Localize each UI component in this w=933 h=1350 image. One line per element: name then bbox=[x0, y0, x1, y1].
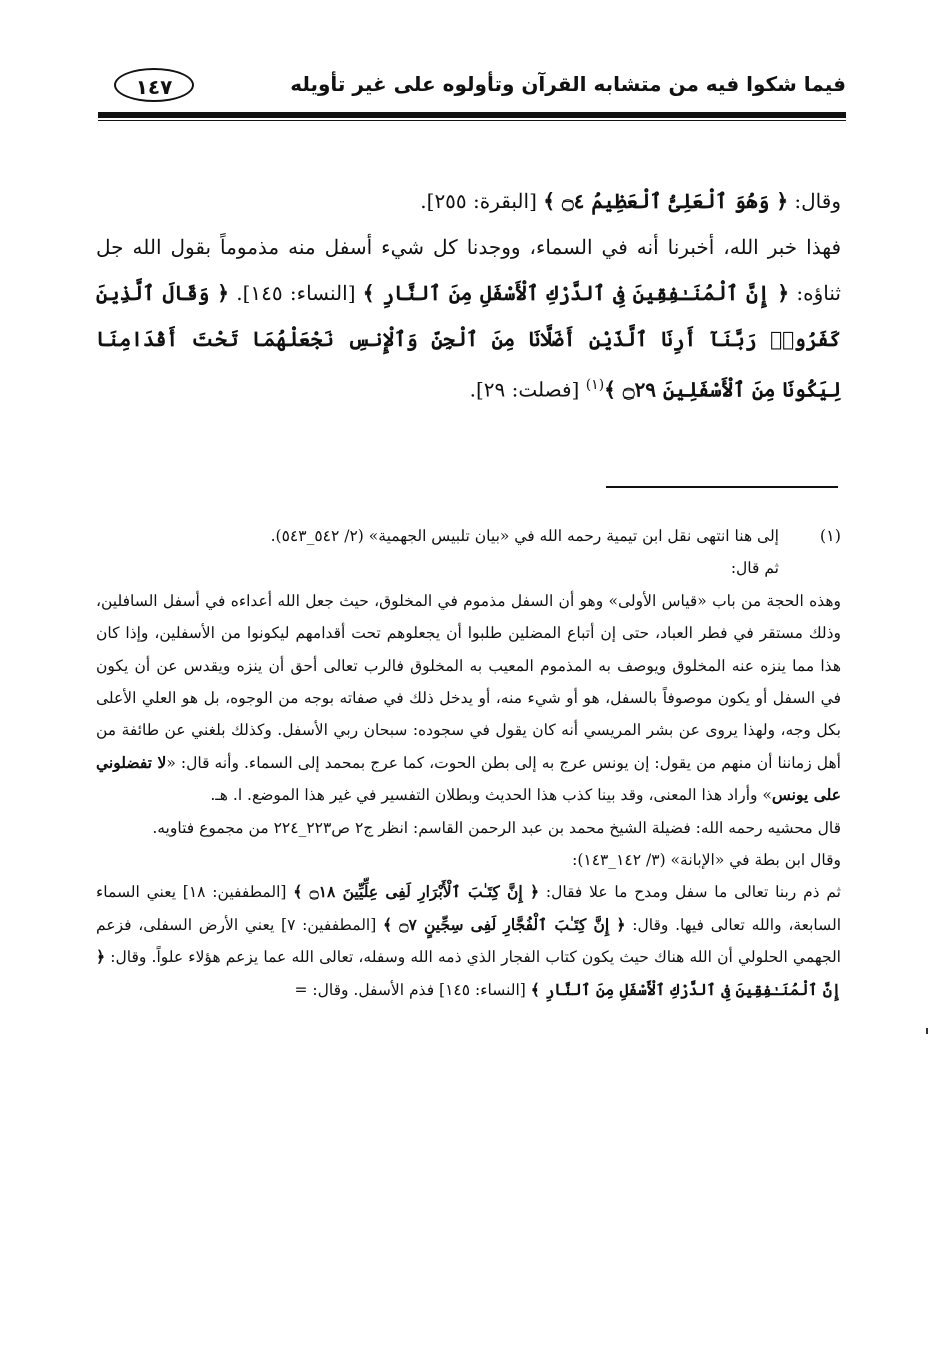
verse-reference: [البقرة: ٢٥٥]. bbox=[420, 189, 544, 213]
text-run: [النساء: ١٤٥] فذم الأسفل. وقال: = bbox=[294, 980, 531, 999]
quran-verse: ﴿ وَقَالَ ٱلَّذِينَ كَفَرُوا۟ رَبَّنَآ أَرِنَا ٱلَّذَيْنِ أَضَلَّانَا مِنَ ٱلْجِنِّ وَٱلْإِنسِ نَجْعَلْهُمَا تَحْتَ أَقْدَامِنَا لِيَكُونَا مِنَ ٱلْأَسْفَلِينَ ۝٢٩ ﴾ bbox=[96, 281, 841, 402]
quran-verse: ﴿ إِنَّ كِتَـٰبَ ٱلْفُجَّارِ لَفِى سِجِّينٍ ۝٧ ﴾ bbox=[383, 914, 626, 934]
quran-verse: ﴿ إِنَّ ٱلْمُنَـٰفِقِينَ فِى ٱلدَّرْكِ ٱلْأَسْفَلِ مِنَ ٱلنَّارِ ﴾ bbox=[96, 947, 841, 999]
hadith-quote: لا تفضلوني على يونس bbox=[96, 752, 841, 805]
text-run: » وأراد هذا المعنى، وقد بينا كذب هذا الحديث وبطلان التفسير في غير هذا الموضع. ا. هـ. bbox=[210, 786, 772, 805]
footnote-separator bbox=[606, 486, 838, 488]
text-run: وهذه الحجة من باب «قياس الأولى» وهو أن السفل مذموم في المخلوق، حيث جعل الله أعداءه في أسفل السافلين، وذلك مستقر في فطر العباد، حتى إن أتباع المضلين طلبوا أن يجعلوهم تحت أقدامهم ليكونوا من الأسفلين، وإذا كان هذا مما ينزه عنه المخلوق ويوصف به المذموم المعيب به المخلوق فالرب تعالى أحق أن ينزه ويقدس عن أن يكون في السفل أو يكون موصوفاً بالسفل، هو أو شيء منه، أو يدخل ذلك في صفاته بوجه من الوجوه، بل هو العلي الأعلى بكل وجه، ولهذا يروى عن بشر المريسي أنه كان يقول في سجوده: سبحان ربي الأسفل. وكذلك بلغني عن طائفة من أهل زماننا أن منهم من يقول: إن يونس عرج به إلى بطن الحوت، كما عرج بمحمد إلى السماء. وأنه قال: « bbox=[96, 591, 841, 772]
text-run: وقال: bbox=[788, 189, 841, 213]
header-rule bbox=[98, 112, 846, 118]
text-run: فهذا خبر الله، أخبرنا أنه في السماء، ووجدنا كل شيء أسفل منه مذموماً بقول الله جل ثناؤه: bbox=[96, 235, 841, 305]
main-paragraph-2 bbox=[96, 224, 841, 413]
margin-mark bbox=[926, 1028, 928, 1034]
footnote-reference: (١) bbox=[585, 377, 605, 393]
text-run: [المطففين: ١٨] يعني السماء السابعة، والله تعالى فيها. وقال: bbox=[96, 883, 841, 934]
main-paragraph-1 bbox=[96, 178, 841, 224]
footnote-paragraph: وقال ابن بطة في «الإبانة» (٣/ ١٤٢_١٤٣): bbox=[572, 851, 841, 870]
quran-verse: ﴿ وَهُوَ ٱلْعَلِىُّ ٱلْعَظِيمُ ۝٤ ﴾ bbox=[543, 189, 789, 213]
page-number: ١٤٧ bbox=[114, 68, 194, 102]
footnote-paragraph bbox=[96, 585, 841, 812]
text-run: ثم ذم ربنا تعالى ما سفل ومدح ما علا فقال: bbox=[539, 883, 841, 902]
footnote-number: (١) bbox=[819, 526, 841, 545]
footnote-paragraph: قال محشيه رحمه الله: فضيلة الشيخ محمد بن عبد الرحمن القاسم: انظر ج٢ ص٢٢٣_٢٢٤ من مجموع فتاويه. bbox=[152, 818, 841, 837]
main-text bbox=[96, 178, 841, 413]
text-run: [المطففين: ٧] يعني الأرض السفلى، فزعم الجهمي الحلولي أن الله هناك حيث يكون كتاب الفجار الذي ذمه الله وسفله، تعالى الله عما يزعم هؤلاء علواً. وقال: bbox=[96, 915, 841, 967]
running-title: فيما شكوا فيه من متشابه القرآن وتأولوه على غير تأويله bbox=[290, 72, 846, 96]
quran-verse: ﴿ إِنَّ ٱلْمُنَـٰفِقِينَ فِى ٱلدَّرْكِ ٱلْأَسْفَلِ مِنَ ٱلنَّارِ ﴾ bbox=[362, 281, 790, 305]
quran-verse: ﴿ إِنَّ كِتَـٰبَ ٱلْأَبْرَارِ لَفِى عِلِّيِّينَ ۝١٨ ﴾ bbox=[293, 882, 540, 902]
header-rule-thin bbox=[98, 120, 846, 121]
footnote-line: ثم قال: bbox=[730, 559, 779, 578]
footnotes bbox=[96, 520, 841, 1006]
footnote-paragraph bbox=[96, 876, 841, 1006]
running-header bbox=[98, 62, 846, 102]
footnote-line: إلى هنا انتهى نقل ابن تيمية رحمه الله في «بيان تلبيس الجهمية» (٢/ ٥٤٢_٥٤٣). bbox=[270, 527, 779, 545]
verse-reference: [فصلت: ٢٩]. bbox=[469, 377, 586, 402]
verse-reference: [النساء: ١٤٥]. bbox=[228, 281, 363, 305]
